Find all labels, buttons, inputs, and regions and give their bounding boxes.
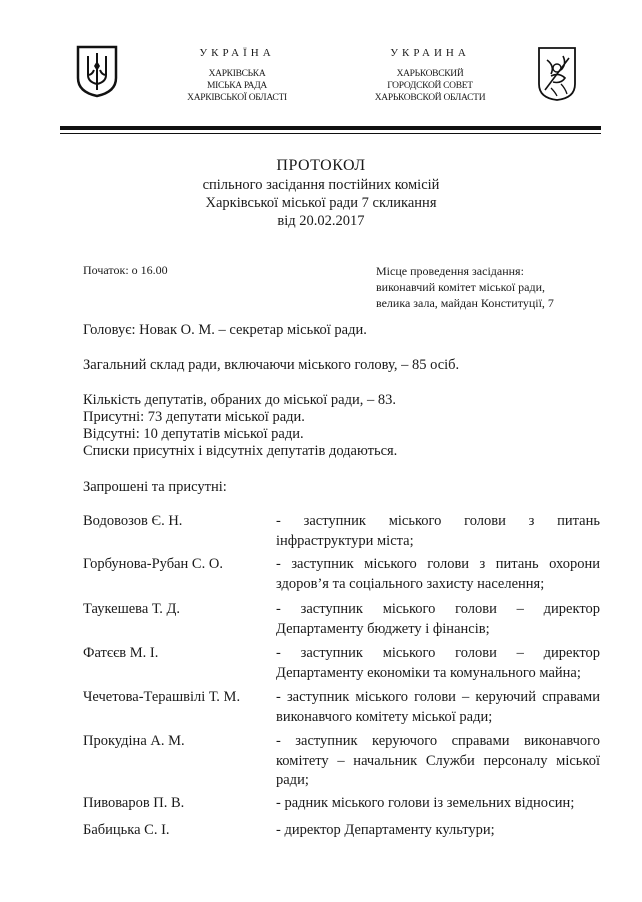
letterhead-line: ГОРОДСКОЙ СОВЕТ — [387, 81, 473, 91]
title-date: від 20.02.2017 — [277, 213, 365, 229]
council-composition: Загальний склад ради, включаючи міського голову, – 85 осіб. — [83, 357, 460, 373]
attendance-line: Присутні: 73 депутати міської ради. — [83, 409, 305, 425]
attendance-line: Списки присутніх і відсутніх депутатів додаються. — [83, 443, 398, 459]
invitee-role: - заступник міського голови – керуючий справами виконавчого комітету міської ради; — [276, 689, 600, 725]
invitee-name: Чечетова-Терашвілі Т. М. — [83, 689, 241, 705]
letterhead-line: ХАРЬКОВСКИЙ — [396, 69, 464, 79]
invitee-name: Горбунова-Рубан С. О. — [83, 556, 223, 572]
document-title-block — [0, 156, 642, 230]
invitee-name: Прокудіна А. М. — [83, 733, 185, 749]
letterhead-country-ua: УКРАЇНА — [199, 47, 275, 59]
venue-line: велика зала, майдан Конституції, 7 — [376, 296, 554, 310]
title-line: Харківської міської ради 7 скликання — [205, 195, 437, 211]
invitee-name: Фатєєв М. І. — [83, 645, 159, 661]
attendance-line: Кількість депутатів, обраних до міської ради, – 83. — [83, 392, 396, 408]
document-title: ПРОТОКОЛ — [276, 157, 366, 174]
invitee-role: - заступник міського голови – директор Департаменту економіки та комунального майна; — [276, 645, 600, 681]
chair-statement: Головує: Новак О. М. – секретар міської ради. — [83, 322, 367, 338]
letterhead-ukrainian — [178, 47, 296, 104]
venue-line: виконавчий комітет міської ради, — [376, 280, 546, 294]
title-line: спільного засідання постійних комісій — [202, 177, 440, 193]
venue-line: Місце проведення засідання: — [376, 264, 524, 278]
invitee-role: - директор Департаменту культури; — [276, 822, 495, 838]
meeting-start-time: Початок: о 16.00 — [83, 263, 168, 277]
invitee-role: - заступник міського голови з питань інфраструктури міста; — [276, 513, 600, 549]
kharkiv-city-emblem-icon — [537, 46, 577, 102]
invitee-role: - радник міського голови із земельних відносин; — [276, 795, 575, 811]
invited-heading: Запрошені та присутні: — [83, 479, 227, 495]
letterhead-divider-thin — [60, 133, 601, 134]
letterhead-line: ХАРКІВСЬКА — [208, 69, 266, 79]
invitee-name: Таукешева Т. Д. — [83, 601, 181, 617]
invitee-role: - заступник міського голови з питань охорони здоров’я та соціального захисту населення; — [276, 556, 600, 592]
letterhead-line: ХАРКІВСЬКОЇ ОБЛАСТІ — [187, 93, 287, 103]
invitee-name: Пивоваров П. В. — [83, 795, 185, 811]
invitee-role: - заступник керуючого справами виконавчого комітету – начальник Служби персоналу міської ради; — [276, 733, 600, 788]
letterhead-line: МІСЬКА РАДА — [207, 81, 267, 91]
letterhead-country-ru: УКРАИНА — [390, 47, 470, 59]
invitee-name: Бабицька С. І. — [83, 822, 170, 838]
letterhead-line: ХАРЬКОВСКОЙ ОБЛАСТИ — [374, 93, 486, 103]
letterhead-divider — [60, 126, 601, 130]
attendance-line: Відсутні: 10 депутатів міської ради. — [83, 426, 304, 442]
invitee-name: Водовозов Є. Н. — [83, 513, 183, 529]
meeting-venue — [376, 263, 554, 311]
letterhead-russian — [368, 47, 492, 104]
ukraine-coat-of-arms-icon — [75, 44, 119, 98]
invitee-role: - заступник міського голови – директор Департаменту бюджету і фінансів; — [276, 601, 600, 637]
attendance-block — [83, 392, 397, 460]
